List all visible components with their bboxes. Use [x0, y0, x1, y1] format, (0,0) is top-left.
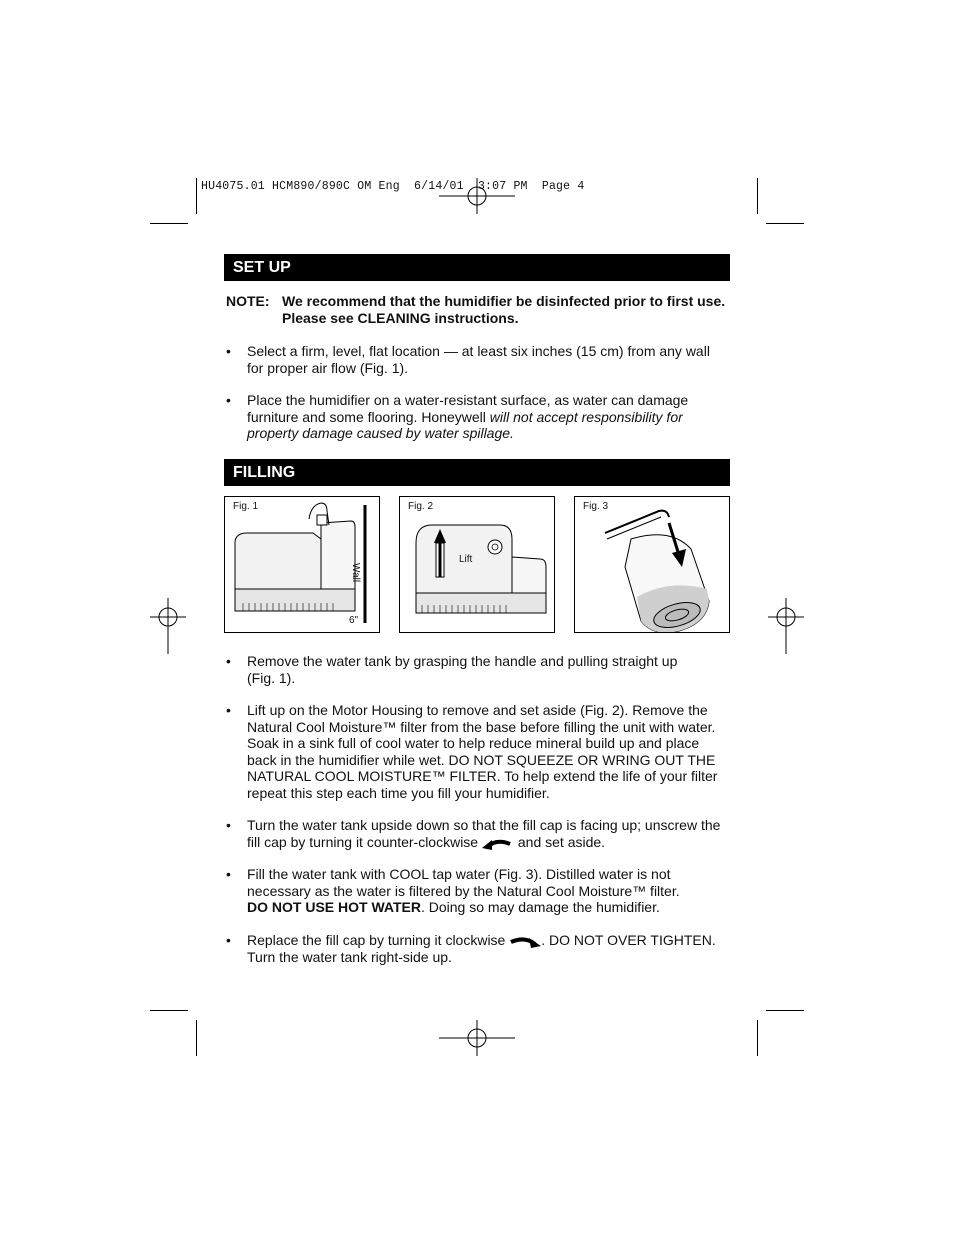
figure-2 [399, 496, 555, 633]
filling-bullet-fill-tank: • Fill the water tank with COOL tap water (Fig. 3). Distilled water is not necessary as the water is filtered by the Natural Cool Moisture™ filter. DO NOT USE HOT WATER. Doing so may damage the humidifier. [226, 866, 680, 915]
setup-bullet-surface: • Place the humidifier on a water-resistant surface, as water can damage furniture and some flooring. Honeywell will not accept responsibility for property damage caused by water spillage. [226, 392, 689, 441]
clockwise-arrow-icon [509, 934, 541, 948]
bullet-italic-text: will not accept responsibility for property damage caused by water spillage. [247, 408, 683, 441]
bullet-text-end: . Doing so may damage the humidifier. [420, 899, 660, 915]
warning-text: DO NOT USE HOT WATER [247, 899, 421, 915]
bullet-text: Replace the fill cap by turning it clockwise [247, 932, 506, 948]
filling-bullet-unscrew-cap: • Turn the water tank upside down so that the fill cap is facing up; unscrew the fill cap by turning it counter-clockwise and set aside. [226, 817, 721, 850]
figure-caption: Fig. 1 [233, 501, 259, 512]
bullet-text-end: and set aside. [517, 833, 606, 850]
tank-filling-illustration [575, 497, 730, 633]
note-label: NOTE: [226, 293, 270, 309]
bullet-text: Place the humidifier on a water-resistant surface, as water can damage furniture and some flooring. Honeywell [247, 392, 689, 425]
bullet-text: Fill the water tank with COOL tap water (Fig. 3). Distilled water is not necessary as the water is filtered by the Natural Cool Moisture™ filter. [247, 866, 680, 899]
motor-housing-lift-illustration [400, 497, 555, 633]
bullet-text: Turn the water tank upside down so that the fill cap is facing up; unscrew the fill cap by turning it counter-clockwise [247, 817, 721, 850]
figure-caption: Fig. 2 [408, 501, 434, 512]
bullet-text: Select a firm, level, flat location — at least six inches (15 cm) from any wall for proper air flow (Fig. 1). [247, 343, 710, 376]
registration-mark-bottom [437, 1018, 517, 1058]
lift-label: Lift [459, 554, 473, 565]
registration-mark-top [437, 176, 517, 216]
distance-label: 6" [349, 615, 359, 626]
filling-bullet-motor-housing: • Lift up on the Motor Housing to remove and set aside (Fig. 2). Remove the Natural Cool Moisture™ filter from the base before filling the unit with water. Soak in a sink full of cool water to help reduce mineral build up and place back in the humidifier while wet. DO NOT SQUEEZE OR WRING OUT THE NATURAL COOL MOISTURE™ FILTER. To help extend the life of your filter repeat this step each time you fill your humidifier. [226, 702, 726, 801]
wall-label: Wall [350, 563, 361, 583]
filling-heading: FILLING [224, 459, 730, 486]
filling-bullet-remove-tank: • Remove the water tank by grasping the handle and pulling straight up (Fig. 1). [226, 653, 726, 686]
bullet-text: Remove the water tank by grasping the handle and pulling straight up (Fig. 1). [247, 653, 678, 686]
bullet-text: Lift up on the Motor Housing to remove and set aside (Fig. 2). Remove the Natural Cool Moisture™ filter from the base before filling the unit with water. Soak in a sink full of cool water to help reduce mineral build up and place back in the humidifier while wet. DO NOT SQUEEZE OR WRING OUT THE NATURAL COOL MOISTURE™ FILTER. To help extend the life of your filter repeat this step each time you fill your humidifier. [247, 702, 718, 801]
figure-caption: Fig. 3 [583, 501, 609, 512]
setup-heading: SET UP [224, 254, 730, 281]
counter-clockwise-arrow-icon [482, 836, 514, 850]
figure-1 [224, 496, 380, 633]
bullet-text-end: . DO NOT OVER TIGHTEN. Turn the water tank right-side up. [247, 932, 716, 965]
registration-mark-left [148, 596, 188, 656]
figure-3 [574, 496, 730, 633]
registration-mark-right [766, 596, 806, 656]
filling-bullet-replace-cap: • Replace the fill cap by turning it clockwise . DO NOT OVER TIGHTEN. Turn the water tank right-side up. [226, 932, 716, 965]
note-text: We recommend that the humidifier be disinfected prior to first use. Please see CLEANING instructions. [282, 293, 726, 326]
setup-note [226, 293, 730, 327]
print-slug: HU4075.01 HCM890/890C OM Eng 6/14/01 3:07 PM Page 4 [201, 180, 585, 193]
setup-bullet-location: • Select a firm, level, flat location — at least six inches (15 cm) from any wall for proper air flow (Fig. 1). [226, 343, 726, 376]
